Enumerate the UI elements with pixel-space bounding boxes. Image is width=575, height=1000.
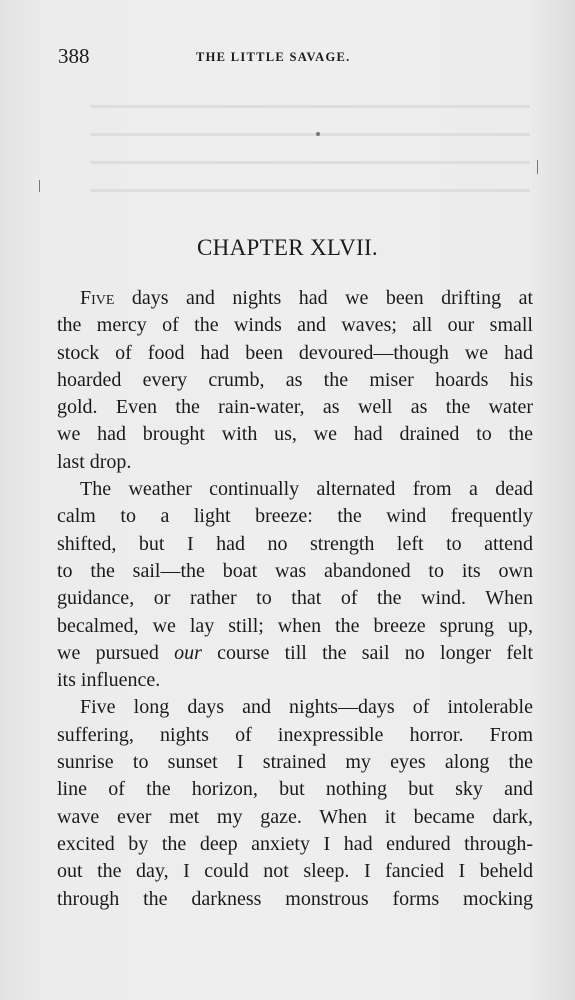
text-line: suffering, nights of inexpressible horror. From <box>57 723 533 746</box>
line-text: we pursued <box>57 641 175 664</box>
text-line: hoarded every crumb, as the miser hoards his <box>57 368 533 391</box>
italic-word: our <box>174 641 202 664</box>
text-line: the mercy of the winds and waves; all our small <box>57 314 533 337</box>
show-through-text <box>90 95 530 195</box>
text-line: becalmed, we lay still; when the breeze sprung up, <box>57 614 533 637</box>
text-line: excited by the deep anxiety I had endured through- <box>57 832 533 855</box>
text-line: The weather continually alternated from a dead <box>80 478 533 501</box>
paragraph-3 <box>57 694 533 912</box>
text-line: sunrise to sunset I strained my eyes along the <box>57 751 533 774</box>
running-title: THE LITTLE SAVAGE. <box>196 50 351 64</box>
text-line: wave ever met my gaze. When it became dark, <box>57 805 533 828</box>
line-text: days and nights had we been drifting at <box>114 287 533 309</box>
text-line: last drop. <box>57 450 132 473</box>
body-text <box>57 285 533 913</box>
chapter-heading: CHAPTER XLVII. <box>197 235 378 260</box>
text-line: calm to a light breeze: the wind frequently <box>57 505 533 528</box>
ink-speck <box>316 132 320 136</box>
text-line: shifted, but I had no strength left to attend <box>57 532 533 555</box>
text-line: stock of food had been devoured—though we had <box>57 341 533 364</box>
line-text: course till the sail no longer felt <box>201 641 534 664</box>
text-line <box>57 640 533 667</box>
text-line: line of the horizon, but nothing but sky and <box>57 778 533 801</box>
text-line: we had brought with us, we had drained to the <box>57 423 533 446</box>
text-line: its influence. <box>57 669 161 692</box>
text-line: through the darkness monstrous forms mocking <box>57 887 533 910</box>
text-line: to the sail—the boat was abandoned to its own <box>57 559 533 582</box>
paragraph-2 <box>57 476 533 694</box>
small-caps-opening: Five <box>80 287 115 309</box>
text-line: guidance, or rather to that of the wind. When <box>57 587 533 610</box>
text-line <box>57 285 533 312</box>
paragraph-1 <box>57 285 533 476</box>
page-number: 388 <box>58 44 90 68</box>
ink-speck <box>537 160 538 174</box>
running-head <box>58 44 534 68</box>
text-line: gold. Even the rain-water, as well as the water <box>57 396 533 419</box>
ink-speck <box>39 180 40 192</box>
text-line: out the day, I could not sleep. I fancied I beheld <box>57 860 533 883</box>
text-line: Five long days and nights—days of intolerable <box>80 696 533 719</box>
